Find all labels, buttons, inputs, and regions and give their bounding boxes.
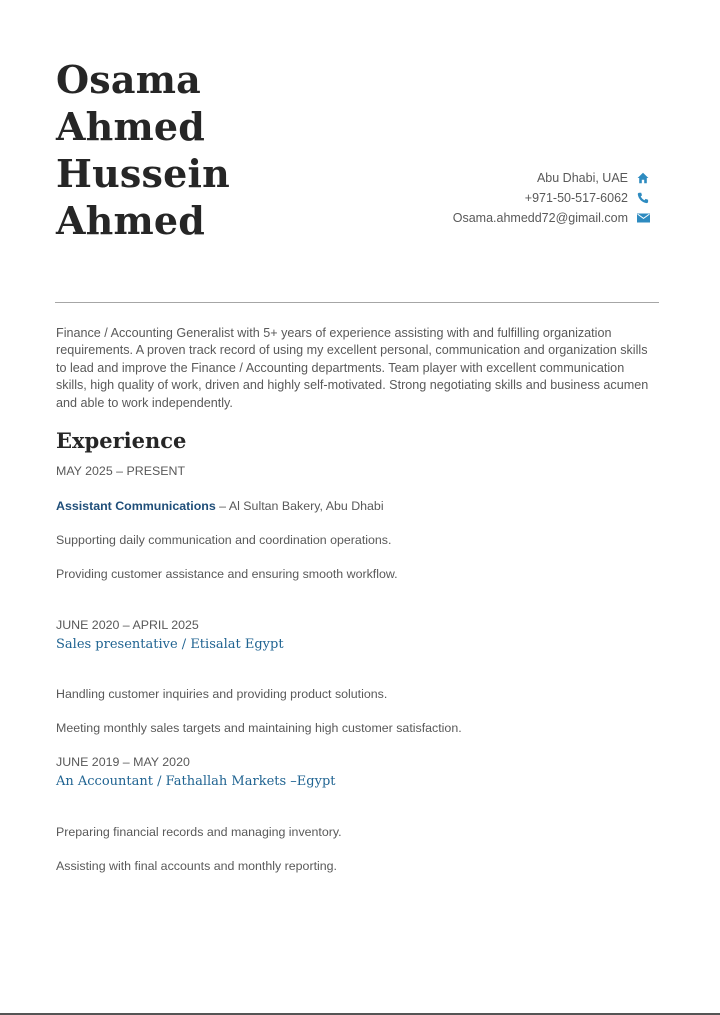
job-3-title: An Accountant / Fathallah Markets –Egypt: [56, 774, 336, 789]
job-1-role: Assistant Communications: [56, 499, 216, 513]
job-2-title: Sales presentative / Etisalat Egypt: [56, 637, 284, 652]
job-1-company: – Al Sultan Bakery, Abu Dhabi: [215, 499, 384, 513]
contact-info: [453, 168, 650, 228]
email-text: Osama.ahmedd72@gimail.com: [452, 211, 628, 225]
phone-text: +971-50-517-6062: [524, 191, 628, 205]
job-2-duty-1: Handling customer inquiries and providing product solutions.: [56, 687, 388, 701]
contact-email: [453, 208, 650, 228]
job-1-duty-2: Providing customer assistance and ensuring smooth workflow.: [56, 567, 398, 581]
job-1-dates: MAY 2025 – PRESENT: [56, 464, 186, 478]
contact-location: [453, 168, 650, 188]
applicant-name: [56, 56, 316, 244]
name-line-2: Ahmed: [56, 104, 206, 149]
job-1-role-line: [56, 499, 384, 513]
job-3-dates: JUNE 2019 – MAY 2020: [56, 755, 190, 769]
name-line-1: Osama: [56, 57, 201, 102]
job-1-duty-1: Supporting daily communication and coordination operations.: [56, 533, 392, 547]
job-2-duty-2: Meeting monthly sales targets and maintaining high customer satisfaction.: [56, 721, 462, 735]
job-2-dates: JUNE 2020 – APRIL 2025: [56, 618, 199, 632]
envelope-icon: [636, 211, 650, 225]
job-3-duty-2: Assisting with final accounts and monthly reporting.: [56, 859, 337, 873]
contact-phone: [453, 188, 650, 208]
experience-heading: Experience: [56, 428, 187, 453]
name-line-3: Hussein: [56, 151, 230, 196]
header-divider: [55, 302, 659, 303]
location-text: Abu Dhabi, UAE: [536, 171, 628, 185]
job-3-duty-1: Preparing financial records and managing inventory.: [56, 825, 342, 839]
phone-icon: [636, 191, 650, 205]
profile-summary: Finance / Accounting Generalist with 5+ years of experience assisting with and fulfilling organization requirements. A proven track record of using my excellent personal, communication and organization skills to lead and improve the Finance / Accounting departments. Team player with excellent communication skills, high quality of work, driven and highly self-motivated. Strong negotiating skills and business acumen and able to work independently.: [56, 326, 649, 410]
name-line-4: Ahmed: [56, 198, 206, 243]
home-icon: [636, 171, 650, 185]
